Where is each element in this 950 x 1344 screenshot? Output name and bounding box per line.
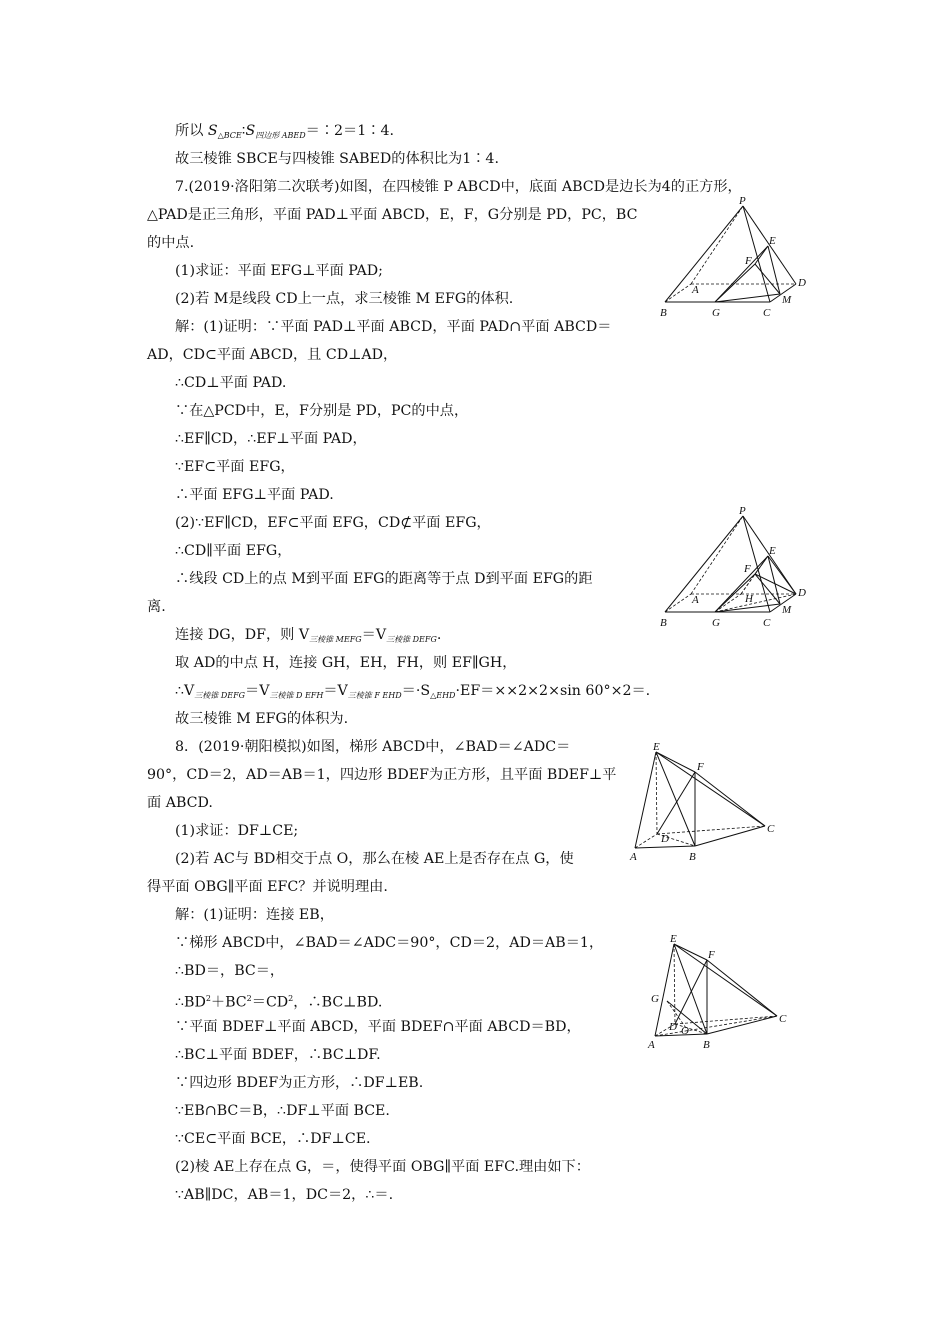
text-fragment: ∶	[241, 123, 246, 139]
vertex-label: G	[712, 617, 720, 629]
text-fragment: ＝V	[245, 683, 270, 699]
subscript: 三棱锥 F EHD	[347, 691, 402, 700]
text-line	[175, 625, 441, 650]
vertex-label: P	[739, 196, 746, 207]
vertex-label: D	[669, 1021, 677, 1033]
text-fragment: ＝∶2＝1∶4.	[305, 123, 394, 139]
vertex-label: A	[692, 284, 699, 296]
text-line: 解：(1)证明：连接 EB，	[175, 907, 334, 923]
subscript: 三棱锥 MEFG	[309, 635, 362, 644]
superscript: 2	[288, 994, 294, 1003]
subscript: 三棱锥 DEFG	[194, 691, 246, 700]
text-line: ∴BD＝，BC＝，	[175, 963, 285, 979]
subscript: 三棱锥 DEFG	[386, 635, 437, 644]
text-line: 解：(1)证明：∵平面 PAD⊥平面 ABCD，平面 PAD∩平面 ABCD＝	[175, 319, 612, 335]
vertex-label: G	[712, 307, 720, 319]
text-fragment: ＝V	[323, 683, 348, 699]
vertex-label: E	[769, 545, 776, 557]
text-line: △PAD是正三角形，平面 PAD⊥平面 ABCD，E，F，G分别是 PD，PC，BC	[147, 207, 638, 223]
solid-figure-3	[625, 738, 785, 866]
text-line: ∵平面 BDEF⊥平面 ABCD，平面 BDEF∩平面 ABCD＝BD，	[175, 1019, 581, 1035]
vertex-label: B	[660, 307, 667, 319]
vertex-label: C	[767, 823, 775, 835]
vertex-label: A	[648, 1039, 655, 1051]
text-line: (1)求证：DF⊥CE;	[175, 823, 299, 839]
pyramid-figure-1	[655, 196, 815, 324]
subscript: △EHD	[430, 691, 456, 700]
vertex-label: D	[798, 587, 806, 599]
text-line: ∴CD⊥平面 PAD.	[175, 375, 287, 391]
text-line: ∵EF⊂平面 EFG，	[175, 459, 295, 475]
text-line: (2)若 M是线段 CD上一点，求三棱锥 M EFG的体积.	[175, 291, 514, 307]
vertex-label: E	[653, 741, 660, 753]
text-line	[175, 121, 394, 146]
text-fragment: 连接 DG，DF，则 V	[175, 627, 310, 643]
vertex-label: B	[660, 617, 667, 629]
text-line: ∵四边形 BDEF为正方形，∴DF⊥EB.	[175, 1075, 424, 1091]
text-line: ∵CE⊂平面 BCE，∴DF⊥CE.	[175, 1131, 371, 1147]
text-line	[175, 681, 650, 706]
vertex-label: B	[689, 851, 696, 863]
vertex-label: E	[670, 933, 677, 945]
vertex-label: F	[697, 761, 704, 773]
superscript: 2	[246, 994, 252, 1003]
text-line: 故三棱锥 SBCE与四棱锥 SABED的体积比为1∶4.	[175, 151, 499, 167]
text-line: ∴EF∥CD，∴EF⊥平面 PAD，	[175, 431, 367, 447]
solid-figure-4	[643, 930, 803, 1058]
vertex-label: E	[769, 235, 776, 247]
text-line: ∵EB∩BC＝B，∴DF⊥平面 BCE.	[175, 1103, 390, 1119]
text-line: 90°，CD＝2，AD＝AB＝1，四边形 BDEF为正方形，且平面 BDEF⊥平	[147, 767, 617, 783]
text-fragment: ＋BC	[210, 994, 247, 1011]
vertex-label: C	[779, 1013, 787, 1025]
text-line: 取 AD的中点 H，连接 GH，EH，FH，则 EF∥GH，	[175, 655, 517, 671]
text-fragment: S	[245, 123, 256, 139]
vertex-label: B	[703, 1039, 710, 1051]
text-line	[175, 989, 382, 1013]
text-line: 面 ABCD.	[147, 795, 213, 811]
text-line: AD，CD⊂平面 ABCD，且 CD⊥AD，	[147, 347, 398, 363]
text-line: ∴CD∥平面 EFG，	[175, 543, 292, 559]
problem-7-heading: 7.(2019·洛阳第二次联考)如图，在四棱锥 P ABCD中，底面 ABCD是边长为4的正方形，	[175, 179, 742, 195]
vertex-label: C	[763, 617, 771, 629]
vertex-label: D	[661, 833, 669, 845]
vertex-label: F	[745, 255, 752, 267]
text-fragment: .	[436, 627, 442, 643]
text-line: (2)若 AC与 BD相交于点 O，那么在棱 AE上是否存在点 G，使	[175, 851, 574, 867]
problem-8-heading: 8．(2019·朝阳模拟)如图，梯形 ABCD中，∠BAD＝∠ADC＝	[175, 739, 571, 755]
vertex-label: D	[798, 277, 806, 289]
text-line: ∴线段 CD上的点 M到平面 EFG的距离等于点 D到平面 EFG的距	[175, 571, 593, 587]
superscript: 2	[205, 994, 211, 1003]
text-fragment: ，∴BC⊥BD.	[293, 994, 383, 1011]
text-fragment: ·EF＝××2×2×sin 60°×2＝.	[455, 683, 651, 699]
text-line: ∵AB∥DC，AB＝1，DC＝2，∴＝.	[175, 1187, 394, 1203]
vertex-label: M	[782, 294, 792, 306]
vertex-label: O	[681, 1025, 689, 1037]
vertex-label: P	[739, 506, 746, 517]
text-line: ∴BC⊥平面 BDEF，∴BC⊥DF.	[175, 1047, 381, 1063]
text-line: 得平面 OBG∥平面 EFC？并说明理由.	[147, 879, 388, 895]
text-line: ∵在△PCD中，E，F分别是 PD，PC的中点，	[175, 403, 469, 419]
text-line: 故三棱锥 M EFG的体积为.	[175, 711, 349, 727]
text-fragment: ＝V	[361, 627, 387, 643]
subscript: 四边形 ABED	[255, 131, 306, 140]
vertex-label: C	[763, 307, 771, 319]
vertex-label: M	[782, 604, 792, 616]
text-fragment: ∴BD	[175, 994, 206, 1011]
vertex-label: G	[651, 993, 659, 1005]
text-line: ∴平面 EFG⊥平面 PAD.	[175, 487, 334, 503]
vertex-label: A	[692, 594, 699, 606]
text-line: (2)棱 AE上存在点 G，＝，使得平面 OBG∥平面 EFC.理由如下：	[175, 1159, 590, 1175]
text-fragment: ＝CD	[251, 994, 289, 1011]
vertex-label: A	[630, 851, 637, 863]
vertex-label: F	[708, 949, 715, 961]
text-fragment: ＝·S	[401, 683, 431, 699]
text-line: (1)求证：平面 EFG⊥平面 PAD;	[175, 263, 383, 279]
subscript: △BCE	[217, 131, 242, 140]
text-fragment: S	[207, 123, 218, 139]
text-line: ∵梯形 ABCD中，∠BAD＝∠ADC＝90°，CD＝2，AD＝AB＝1，	[175, 935, 604, 951]
text-line: 离.	[147, 599, 166, 615]
vertex-label: F	[744, 563, 751, 575]
text-line: (2)∵EF∥CD，EF⊂平面 EFG，CD⊄平面 EFG，	[175, 515, 491, 531]
text-line: 的中点.	[147, 235, 195, 251]
text-fragment: 所以	[175, 123, 208, 139]
pyramid-figure-2	[655, 506, 815, 634]
vertex-label: H	[745, 593, 753, 605]
text-fragment: ∴V	[175, 683, 195, 699]
subscript: 三棱锥 D EFH	[269, 691, 324, 700]
